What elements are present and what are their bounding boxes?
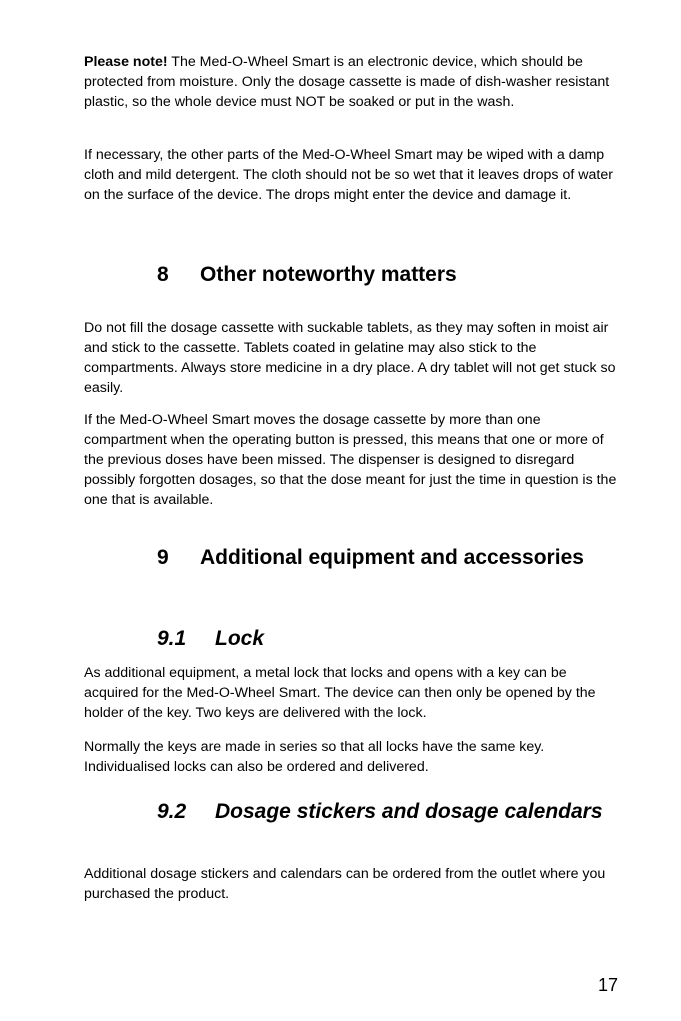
note-lead: Please note!	[84, 54, 168, 70]
section-number: 8	[157, 263, 169, 286]
page-number: 17	[598, 975, 619, 995]
keys-paragraph: Normally the keys are made in series so that all locks have the same key. Individualised locks can also be ordered and delivered.	[84, 739, 545, 775]
stickers-paragraph: Additional dosage stickers and calendars can be ordered from the outlet where you purchased the product.	[84, 866, 606, 902]
note-text: The Med-O-Wheel Smart is an electronic device, which should be protected from moisture. Only the dosage cassette is made of dish-washer resistant plastic, so the whole device must NOT be soaked or put in the wash.	[84, 54, 610, 110]
section-9-1-heading	[157, 624, 627, 653]
tablets-paragraph: Do not fill the dosage cassette with suckable tablets, as they may soften in moist air and stick to the cassette. Tablets coated in gelatine may also stick to the compartments. Always store medicine in a dry place. A dry tablet will not get stuck so easily.	[84, 320, 616, 396]
section-9-2-heading	[157, 797, 627, 826]
subsection-number: 9.1	[157, 627, 187, 650]
section-9-heading	[157, 543, 627, 572]
moisture-note-paragraph	[84, 52, 624, 112]
missed-doses-paragraph: If the Med-O-Wheel Smart moves the dosage cassette by more than one compartment when the operating button is pressed, this means that one or more of the previous doses have been missed. The dispenser is designed to disregard possibly forgotten dosages, so that the dose meant for just the time in question is the one that is available.	[84, 412, 617, 508]
section-number: 9	[157, 546, 169, 569]
section-8-heading	[157, 260, 627, 289]
cleaning-paragraph: If necessary, the other parts of the Med-O-Wheel Smart may be wiped with a damp cloth and mild detergent. The cloth should not be so wet that it leaves drops of water on the surface of the device. The drops might enter the device and damage it.	[84, 147, 613, 203]
section-title: Additional equipment and accessories	[200, 546, 584, 569]
subsection-title: Lock	[215, 627, 265, 650]
subsection-number: 9.2	[157, 800, 187, 823]
section-title: Other noteworthy matters	[200, 263, 457, 286]
lock-paragraph: As additional equipment, a metal lock that locks and opens with a key can be acquired for the Med-O-Wheel Smart. The device can then only be opened by the holder of the key. Two keys are delivered with the lock.	[84, 665, 596, 721]
subsection-title: Dosage stickers and dosage calendars	[215, 800, 603, 823]
